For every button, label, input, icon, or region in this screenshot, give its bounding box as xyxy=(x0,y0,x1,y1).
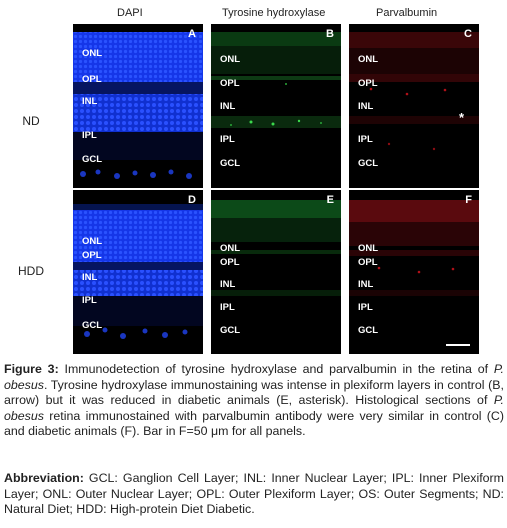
layer-label-gcl: GCL xyxy=(82,320,103,331)
panel-letter-f: F xyxy=(465,194,472,206)
panel-a-dapi-nd xyxy=(73,24,203,188)
panel-b-tyrosine-hydroxylase-nd xyxy=(211,24,341,188)
arrow-icon xyxy=(305,114,341,188)
layer-label-ipl: IPL xyxy=(82,295,97,306)
layer-label-gcl: GCL xyxy=(220,325,241,336)
asterisk-marker: * xyxy=(459,110,465,125)
layer-label-onl: ONL xyxy=(220,54,241,65)
layer-label-ipl: IPL xyxy=(220,134,235,145)
layer-label-inl: INL xyxy=(220,101,236,112)
panel-letter-d: D xyxy=(188,194,196,206)
column-header-dapi: DAPI xyxy=(117,7,143,19)
caption-species-2: P. obesus xyxy=(4,393,504,423)
row-label-nd: ND xyxy=(22,114,40,128)
layer-label-gcl: GCL xyxy=(358,325,379,336)
layer-label-opl: OPL xyxy=(220,257,240,268)
layer-label-opl: OPL xyxy=(82,74,102,85)
layer-label-gcl: GCL xyxy=(220,158,241,169)
layer-label-inl: INL xyxy=(358,279,374,290)
layer-label-inl: INL xyxy=(82,272,98,283)
layer-label-onl: ONL xyxy=(82,48,103,59)
layer-label-onl: ONL xyxy=(220,243,241,254)
layer-label-gcl: GCL xyxy=(82,154,103,165)
panel-letter-e: E xyxy=(326,194,334,206)
caption-species-1: P. obesus xyxy=(4,362,504,392)
layer-label-inl: INL xyxy=(82,96,98,107)
panel-c-parvalbumin-nd xyxy=(349,24,479,188)
panel-d-dapi-hdd xyxy=(73,190,203,354)
layer-label-ipl: IPL xyxy=(220,302,235,313)
caption-text-1: Immunodetection of tyrosine hydroxylase and parvalbumin in the retina of xyxy=(58,362,494,376)
layer-label-onl: ONL xyxy=(358,54,379,65)
layer-label-opl: OPL xyxy=(220,78,240,89)
caption-text-3: retina immunostained with parvalbumin antibody were very similar in control (C) and diabetic animals (F). Bar in F=50 μm for all panels. xyxy=(4,408,504,439)
layer-label-opl: OPL xyxy=(82,250,102,261)
panel-letter-c: C xyxy=(464,28,472,40)
row-label-hdd: HDD xyxy=(18,264,44,278)
scale-bar xyxy=(446,344,470,346)
panel-f-parvalbumin-hdd xyxy=(349,190,479,354)
layer-label-gcl: GCL xyxy=(358,158,379,169)
panel-e-tyrosine-hydroxylase-hdd xyxy=(211,190,341,354)
layer-label-opl: OPL xyxy=(358,78,378,89)
abbreviation-text: GCL: Ganglion Cell Layer; INL: Inner Nuclear Layer; IPL: Inner Plexiform Layer; ONL: Outer Nuclear Layer; OPL: Outer Plexiform Layer; OS: Outer Segments; ND: Natural Diet; HDD: High-protein Diet Diabetic. xyxy=(4,471,504,517)
abbreviation-note xyxy=(4,471,504,518)
layer-label-inl: INL xyxy=(358,101,374,112)
layer-label-onl: ONL xyxy=(358,243,379,254)
column-header-parvalbumin: Parvalbumin xyxy=(376,7,438,19)
panel-letter-b: B xyxy=(326,28,334,40)
abbreviation-label: Abbreviation: xyxy=(4,471,84,485)
figure-caption xyxy=(4,362,504,440)
caption-label: Figure 3: xyxy=(4,362,59,376)
layer-label-opl: OPL xyxy=(358,257,378,268)
layer-label-ipl: IPL xyxy=(358,134,373,145)
layer-label-ipl: IPL xyxy=(82,130,97,141)
column-header-tyrosine-hydroxylase: Tyrosine hydroxylase xyxy=(222,7,326,19)
caption-text-2: . Tyrosine hydroxylase immunostaining was intense in plexiform layers in control (B, arrow) but it was reduced in diabetic animals (E, asterisk). Histological sections of xyxy=(4,377,504,408)
layer-label-ipl: IPL xyxy=(358,302,373,313)
layer-label-inl: INL xyxy=(220,279,236,290)
layer-label-onl: ONL xyxy=(82,236,103,247)
panel-letter-a: A xyxy=(188,28,196,40)
